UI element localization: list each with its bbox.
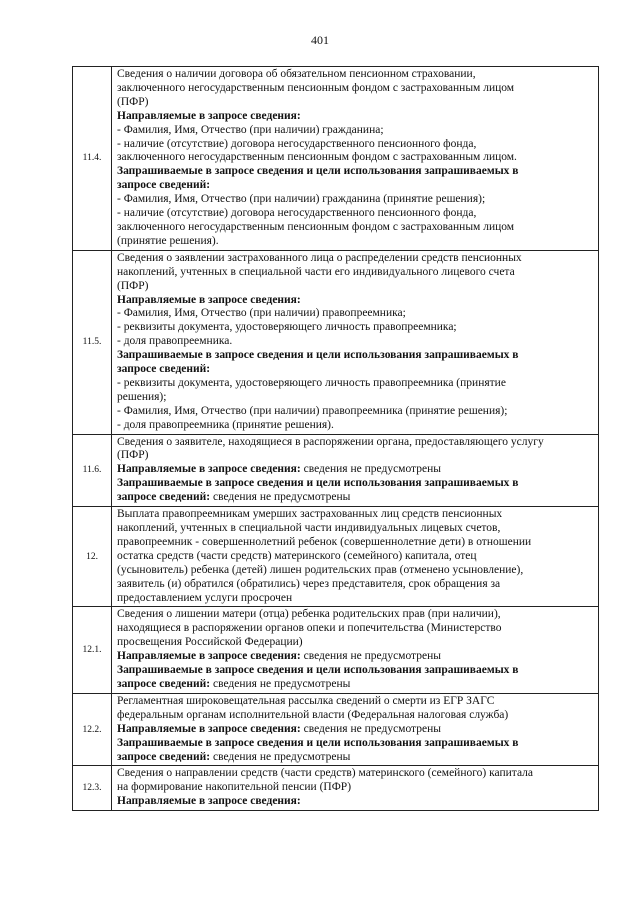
body-text: (ПФР) [117, 449, 149, 462]
table-row [73, 766, 599, 811]
text-line [117, 280, 596, 294]
text-line [117, 695, 596, 709]
body-text: - Фамилия, Имя, Отчество (при наличии) правопреемника (принятие решения); [117, 404, 508, 417]
row-content [112, 693, 599, 766]
body-text: Выплата правопреемникам умерших застрахованных лиц средств пенсионных [117, 508, 503, 521]
body-text: просвещения Российской Федерации) [117, 636, 303, 649]
body-text: - Фамилия, Имя, Отчество (при наличии) правопреемника; [117, 307, 406, 320]
text-line [117, 636, 596, 650]
body-text: заключенного негосударственным пенсионным фондом с застрахованным лицом [117, 81, 515, 94]
row-content [112, 607, 599, 693]
body-text: - доля правопреемника (принятие решения). [117, 418, 334, 431]
text-line [117, 650, 596, 664]
text-line [117, 307, 596, 321]
text-line [117, 795, 596, 809]
body-text: - наличие (отсутствие) договора негосударственного пенсионного фонда, [117, 137, 477, 150]
body-text: - Фамилия, Имя, Отчество (при наличии) гражданина; [117, 123, 384, 136]
body-text: федеральным органам исполнительной власти (Федеральная налоговая служба) [117, 708, 509, 721]
text-line [117, 391, 596, 405]
text-line [117, 751, 596, 765]
body-text: находящиеся в распоряжении органов опеки и попечительства (Министерство [117, 622, 502, 635]
text-line [117, 165, 596, 179]
text-line [117, 463, 596, 477]
body-text: - доля правопреемника. [117, 335, 233, 348]
row-content [112, 507, 599, 607]
bold-heading-text: Запрашиваемые в запросе сведения и цели использования запрашиваемых в [117, 477, 519, 490]
body-text: Сведения о наличии договора об обязательном пенсионном страховании, [117, 68, 476, 80]
text-line [117, 622, 596, 636]
requirements-table [72, 66, 599, 811]
body-text: Регламентная широковещательная рассылка сведений о смерти из ЕГР ЗАГС [117, 694, 495, 707]
text-line [117, 335, 596, 349]
text-line [117, 419, 596, 433]
text-line [117, 477, 596, 491]
text-line [117, 138, 596, 152]
row-number: 12.3. [73, 766, 112, 811]
bold-heading-text: Направляемые в запросе сведения: [117, 109, 301, 122]
row-number: 12.2. [73, 693, 112, 766]
body-text: сведения не предусмотрены [300, 650, 441, 663]
text-line [117, 377, 596, 391]
text-line [117, 767, 596, 781]
table-row [73, 693, 599, 766]
body-text: правопреемник - совершеннолетний ребенок (совершеннолетние дети) в отношении [117, 535, 532, 548]
body-text: сведения не предусмотрены [210, 750, 351, 763]
text-line [117, 321, 596, 335]
row-number: 11.6. [73, 434, 112, 507]
text-line [117, 592, 596, 606]
body-text: - реквизиты документа, удостоверяющего личность правопреемника; [117, 321, 457, 334]
body-text: заключенного негосударственным пенсионным фондом с застрахованным лицом [117, 220, 515, 233]
body-text: (ПФР) [117, 95, 149, 108]
table-row [73, 250, 599, 434]
row-content [112, 67, 599, 251]
bold-heading-text: Направляемые в запросе сведения: [117, 463, 301, 476]
text-line [117, 207, 596, 221]
text-line [117, 349, 596, 363]
body-text: сведения не предусмотрены [300, 722, 441, 735]
row-number: 11.5. [73, 250, 112, 434]
body-text: - наличие (отсутствие) договора негосударственного пенсионного фонда, [117, 207, 477, 220]
bold-heading-text: Запрашиваемые в запросе сведения и цели использования запрашиваемых в [117, 736, 519, 749]
text-line [117, 550, 596, 564]
text-line [117, 96, 596, 110]
bold-heading-text: запросе сведений: [117, 179, 211, 192]
text-line [117, 449, 596, 463]
body-text: Сведения о заявителе, находящиеся в распоряжении органа, предоставляющего услугу [117, 435, 544, 448]
row-content [112, 766, 599, 811]
row-number: 12.1. [73, 607, 112, 693]
text-line [117, 508, 596, 522]
bold-heading-text: запросе сведений: [117, 750, 211, 763]
bold-heading-text: Запрашиваемые в запросе сведения и цели использования запрашиваемых в [117, 165, 519, 178]
text-line [117, 124, 596, 138]
text-line [117, 151, 596, 165]
table-row [73, 434, 599, 507]
text-line [117, 436, 596, 450]
body-text: Сведения о направлении средств (части средств) материнского (семейного) капитала [117, 767, 534, 780]
body-text: (ПФР) [117, 279, 149, 292]
body-text: Сведения о лишении матери (отца) ребенка родительских прав (при наличии), [117, 608, 501, 621]
body-text: накоплений, учтенных в специальной части индивидуальных лицевых счетов, [117, 522, 501, 534]
text-line [117, 405, 596, 419]
bold-heading-text: запросе сведений: [117, 363, 211, 376]
text-line [117, 221, 596, 235]
text-line [117, 709, 596, 723]
text-line [117, 266, 596, 280]
text-line [117, 664, 596, 678]
bold-heading-text: Направляемые в запросе сведения: [117, 722, 301, 735]
table-row [73, 507, 599, 607]
row-number: 11.4. [73, 67, 112, 251]
body-text: - реквизиты документа, удостоверяющего личность правопреемника (принятие [117, 376, 506, 389]
text-line [117, 110, 596, 124]
table-row [73, 607, 599, 693]
text-line [117, 491, 596, 505]
body-text: сведения не предусмотрены [210, 491, 351, 504]
row-content [112, 250, 599, 434]
row-number: 12. [73, 507, 112, 607]
bold-heading-text: Направляемые в запросе сведения: [117, 293, 301, 306]
text-line [117, 737, 596, 751]
body-text: - Фамилия, Имя, Отчество (при наличии) гражданина (принятие решения); [117, 193, 486, 206]
text-line [117, 723, 596, 737]
page-number: 401 [311, 33, 329, 47]
table-row [73, 67, 599, 251]
bold-heading-text: Направляемые в запросе сведения: [117, 795, 301, 808]
text-line [117, 193, 596, 207]
row-content [112, 434, 599, 507]
text-line [117, 578, 596, 592]
text-line [117, 522, 596, 536]
text-line [117, 781, 596, 795]
text-line [117, 294, 596, 308]
bold-heading-text: Запрашиваемые в запросе сведения и цели использования запрашиваемых в [117, 664, 519, 677]
text-line [117, 235, 596, 249]
body-text: на формирование накопительной пенсии (ПФР) [117, 781, 352, 794]
text-line [117, 608, 596, 622]
bold-heading-text: Направляемые в запросе сведения: [117, 650, 301, 663]
body-text: заявитель (и) обратился (обратились) через представителя, срок обращения за [117, 577, 501, 590]
body-text: накоплений, учтенных в специальной части его индивидуального лицевого счета [117, 265, 515, 278]
bold-heading-text: запросе сведений: [117, 491, 211, 504]
body-text: решения); [117, 390, 167, 403]
body-text: (принятие решения). [117, 234, 219, 247]
table-body [73, 67, 599, 811]
text-line [117, 252, 596, 266]
body-text: Сведения о заявлении застрахованного лица о распределении средств пенсионных [117, 251, 522, 264]
body-text: (усыновитель) ребенка (детей) лишен родительских прав (отменено усыновление), [117, 563, 524, 576]
text-line [117, 68, 596, 82]
bold-heading-text: Запрашиваемые в запросе сведения и цели использования запрашиваемых в [117, 349, 519, 362]
bold-heading-text: запросе сведений: [117, 677, 211, 690]
text-line [117, 536, 596, 550]
body-text: предоставлением услуги просрочен [117, 591, 293, 604]
text-line [117, 82, 596, 96]
text-line [117, 363, 596, 377]
text-line [117, 564, 596, 578]
body-text: заключенного негосударственным пенсионным фондом с застрахованным лицом. [117, 151, 517, 164]
body-text: сведения не предусмотрены [300, 463, 441, 476]
body-text: остатка средств (части средств) материнского (семейного) капитала, отец [117, 549, 477, 562]
text-line [117, 678, 596, 692]
body-text: сведения не предусмотрены [210, 677, 351, 690]
text-line [117, 179, 596, 193]
